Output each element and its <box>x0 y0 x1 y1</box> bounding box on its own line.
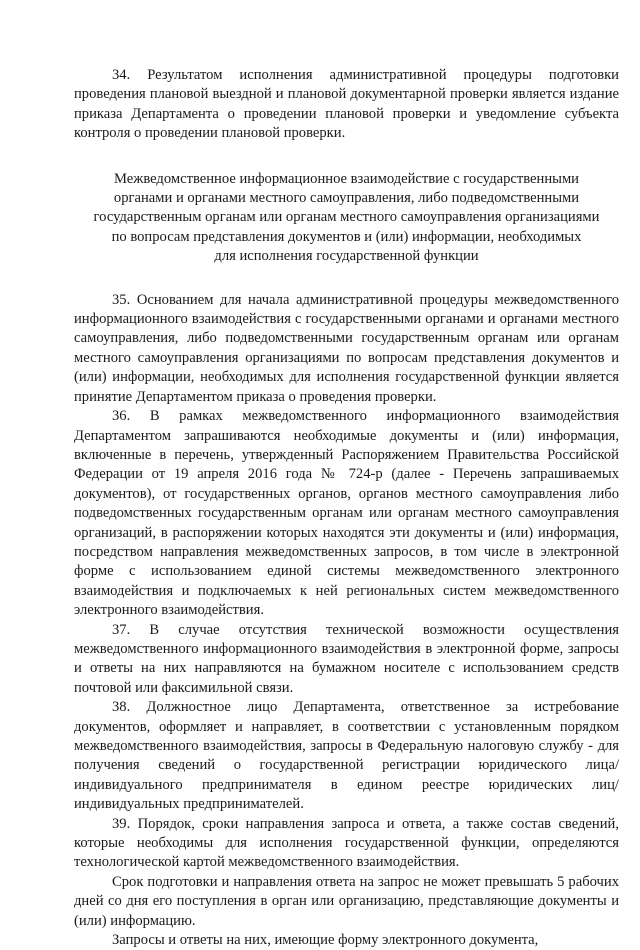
section-heading-line: государственным органам или органам местного самоуправления организациями <box>93 209 600 226</box>
paragraph-electronic-requests: Запросы и ответы на них, имеющие форму электронного документа, <box>112 932 539 949</box>
paragraph-response-term: Срок подготовки и направления ответа на запрос не может превышать 5 рабочих дней со дня его поступления в орган или организацию, представляющие документы и (или) информацию. <box>74 873 619 929</box>
section-heading-line: для исполнения государственной функции <box>214 248 479 265</box>
paragraph-35: 35. Основанием для начала административной процедуры межведомственного информационного взаимодействия с государственными органами и органами местного самоуправления, либо подведомственными государственным органам или органам местного самоуправления организациями по вопросам представления документов и (или) информации, необходимых для исполнения государственной функции является принятие Департаментом приказа о проведения проверки. <box>74 291 619 405</box>
section-heading-line: Межведомственное информационное взаимодействие с государственными <box>114 170 579 187</box>
paragraph-34: 34. Результатом исполнения административной процедуры подготовки проведения плановой выездной и плановой документарной проверки является издание приказа Департамента о проведении плановой проверки и уведомление субъекта контроля о проведении плановой проверки. <box>74 67 619 142</box>
paragraph-39: 39. Порядок, сроки направления запроса и ответа, а также состав сведений, которые необходимы для исполнения государственной функции, определяются технологической картой межведомственного взаимодействия. <box>74 815 619 871</box>
paragraph-36: 36. В рамках межведомственного информационного взаимодействия Департаментом запрашиваются необходимые документы и (или) информация, включенные в перечень, утвержденный Распоряжением Правительства Российской Федерации от 19 апреля 2016 года № 724-р (далее - Перечень запрашиваемых документов), от государственных органов, органов местного самоуправления либо подведомственных государственным органам или органам местного самоуправления организаций, в распоряжении которых находятся эти документы и (или) информация, посредством направления межведомственных запросов, в том числе в электронной форме с использованием единой системы межведомственного электронного взаимодействия и подключаемых к ней региональных систем межведомственного электронного взаимодействия. <box>74 408 619 619</box>
section-heading-line: органами и органами местного самоуправления, либо подведомственными <box>113 190 580 207</box>
paragraph-37: 37. В случае отсутствия технической возможности осуществления межведомственного информационного взаимодействия в электронной форме, запросы и ответы на них направляются на бумажном носителе с использованием средств почтовой или факсимильной связи. <box>74 621 619 696</box>
document-page <box>74 66 619 950</box>
section-heading-line: по вопросам представления документов и (или) информации, необходимых <box>111 228 582 245</box>
section-heading <box>74 170 619 267</box>
paragraph-38: 38. Должностное лицо Департамента, ответственное за истребование документов, оформляет и направляет, в соответствии с установленным порядком межведомственного взаимодействия, запросы в Федеральную налоговую службу - для получения сведений о государственной регистрации юридического лица/индивидуального предпринимателя в едином реестре юридических лиц/индивидуальных предпринимателей. <box>74 699 619 813</box>
